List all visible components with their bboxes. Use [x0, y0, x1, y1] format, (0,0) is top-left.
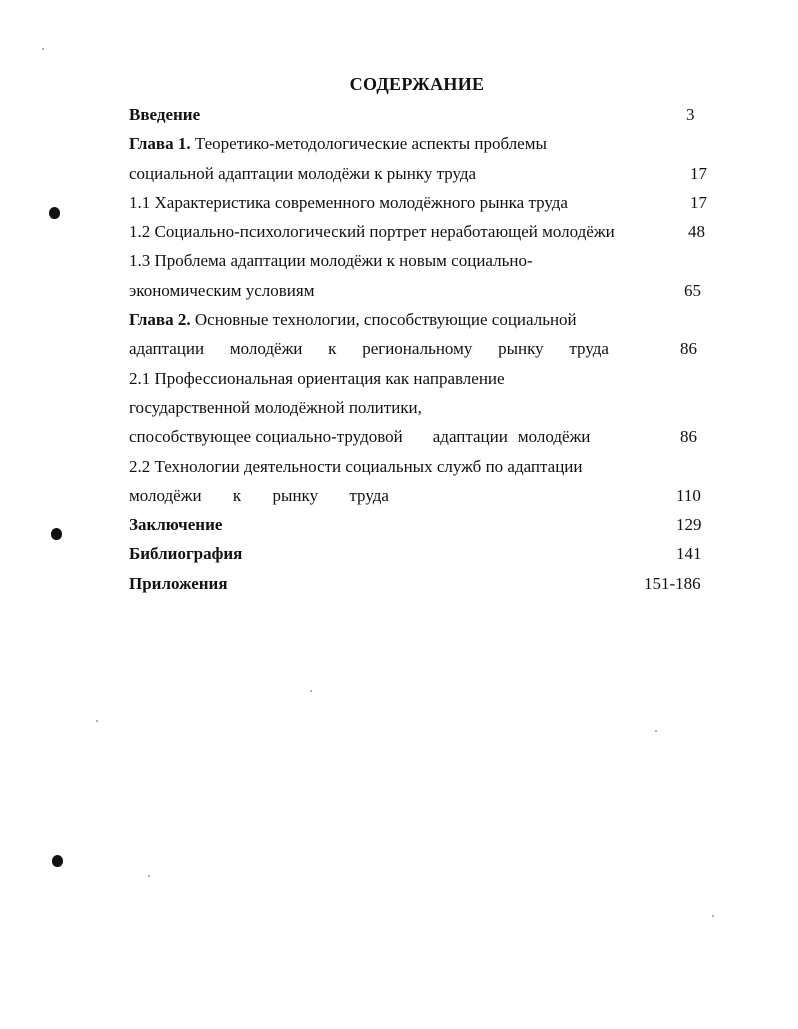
toc-entry-label: 1.3 Проблема адаптации молодёжи к новым социально-: [129, 251, 533, 271]
punch-hole-mark: [51, 528, 62, 540]
toc-entry-label-cont: молодёжи к рынку труда: [129, 485, 389, 505]
scan-speck: [42, 48, 44, 50]
toc-entry-chapter-1: [129, 129, 709, 158]
toc-page-number: 86: [680, 339, 697, 359]
toc-entry-label: 1.2 Социально-психологический портрет неработающей молодёжи: [129, 222, 615, 242]
chapter-prefix: Глава 1.: [129, 134, 191, 154]
chapter-title-cont: социальной адаптации молодёжи к рынку труда: [129, 163, 477, 183]
toc-entry-chapter-1-cont: [129, 159, 709, 188]
toc-entry-intro: [129, 100, 709, 129]
punch-hole-mark: [52, 855, 63, 867]
scan-speck: [96, 720, 98, 722]
toc-page-number: 3: [686, 105, 695, 124]
toc-entry-label-cont: государственной молодёжной политики,: [129, 397, 422, 417]
chapter-prefix: Глава 2.: [129, 310, 191, 330]
toc-entry-section-2-2: [129, 452, 709, 481]
toc-entry-section-2-1-cont: [129, 393, 709, 422]
toc-entry-label: 2.2 Технологии деятельности социальных служб по адаптации: [129, 456, 583, 476]
scan-speck: [712, 915, 714, 917]
toc-entry-bibliography: [129, 539, 709, 568]
toc-page-number: 65: [684, 280, 701, 300]
toc-entry-label: 1.1 Характеристика современного молодёжного рынка труда: [129, 192, 568, 212]
toc-entry-chapter-2-cont: [129, 334, 709, 363]
toc-page-number: 17: [690, 163, 707, 183]
toc-entry-appendices: [129, 569, 709, 598]
scan-speck: [310, 690, 312, 692]
page-title: СОДЕРЖАНИЕ: [349, 74, 485, 94]
toc-page-number: 48: [688, 222, 705, 242]
toc-entry-section-1-2: [129, 217, 709, 246]
toc-entry-section-2-2-cont: [129, 481, 709, 510]
toc-entry-label-cont: способствующее социально-трудовой адаптации молодёжи: [129, 427, 591, 447]
toc-entry-label: Приложения: [129, 573, 228, 593]
toc-entry-label: Заключение: [129, 515, 223, 535]
scan-speck: [148, 875, 150, 877]
toc-entry-chapter-2: [129, 305, 709, 334]
toc-entry-section-1-3: [129, 246, 709, 275]
chapter-title: Теоретико-методологические аспекты проблемы: [190, 134, 547, 154]
toc-page-number: 151-186: [644, 573, 701, 593]
toc-entry-label: Введение: [129, 105, 201, 124]
chapter-title-cont: адаптации молодёжи к региональному рынку труда: [129, 339, 609, 359]
toc-entry-section-2-1-cont: [129, 422, 709, 451]
toc-entry-conclusion: [129, 510, 709, 539]
toc-page-number: 86: [680, 427, 697, 447]
chapter-title: Основные технологии, способствующие социальной: [190, 310, 577, 330]
toc-entry-section-1-1: [129, 188, 709, 217]
toc-entry-section-1-3-cont: [129, 276, 709, 305]
toc-entry-label: 2.1 Профессиональная ориентация как направление: [129, 368, 505, 388]
table-of-contents: [129, 100, 709, 598]
toc-page-number: 141: [676, 544, 702, 564]
toc-entry-section-2-1: [129, 364, 709, 393]
toc-page-number: 110: [676, 485, 701, 505]
toc-entry-label: Библиография: [129, 544, 243, 564]
toc-entry-label-cont: экономическим условиям: [129, 280, 315, 300]
punch-hole-mark: [49, 207, 60, 219]
scan-speck: [655, 730, 657, 732]
toc-page-number: 129: [676, 515, 702, 535]
toc-page-number: 17: [690, 192, 707, 212]
